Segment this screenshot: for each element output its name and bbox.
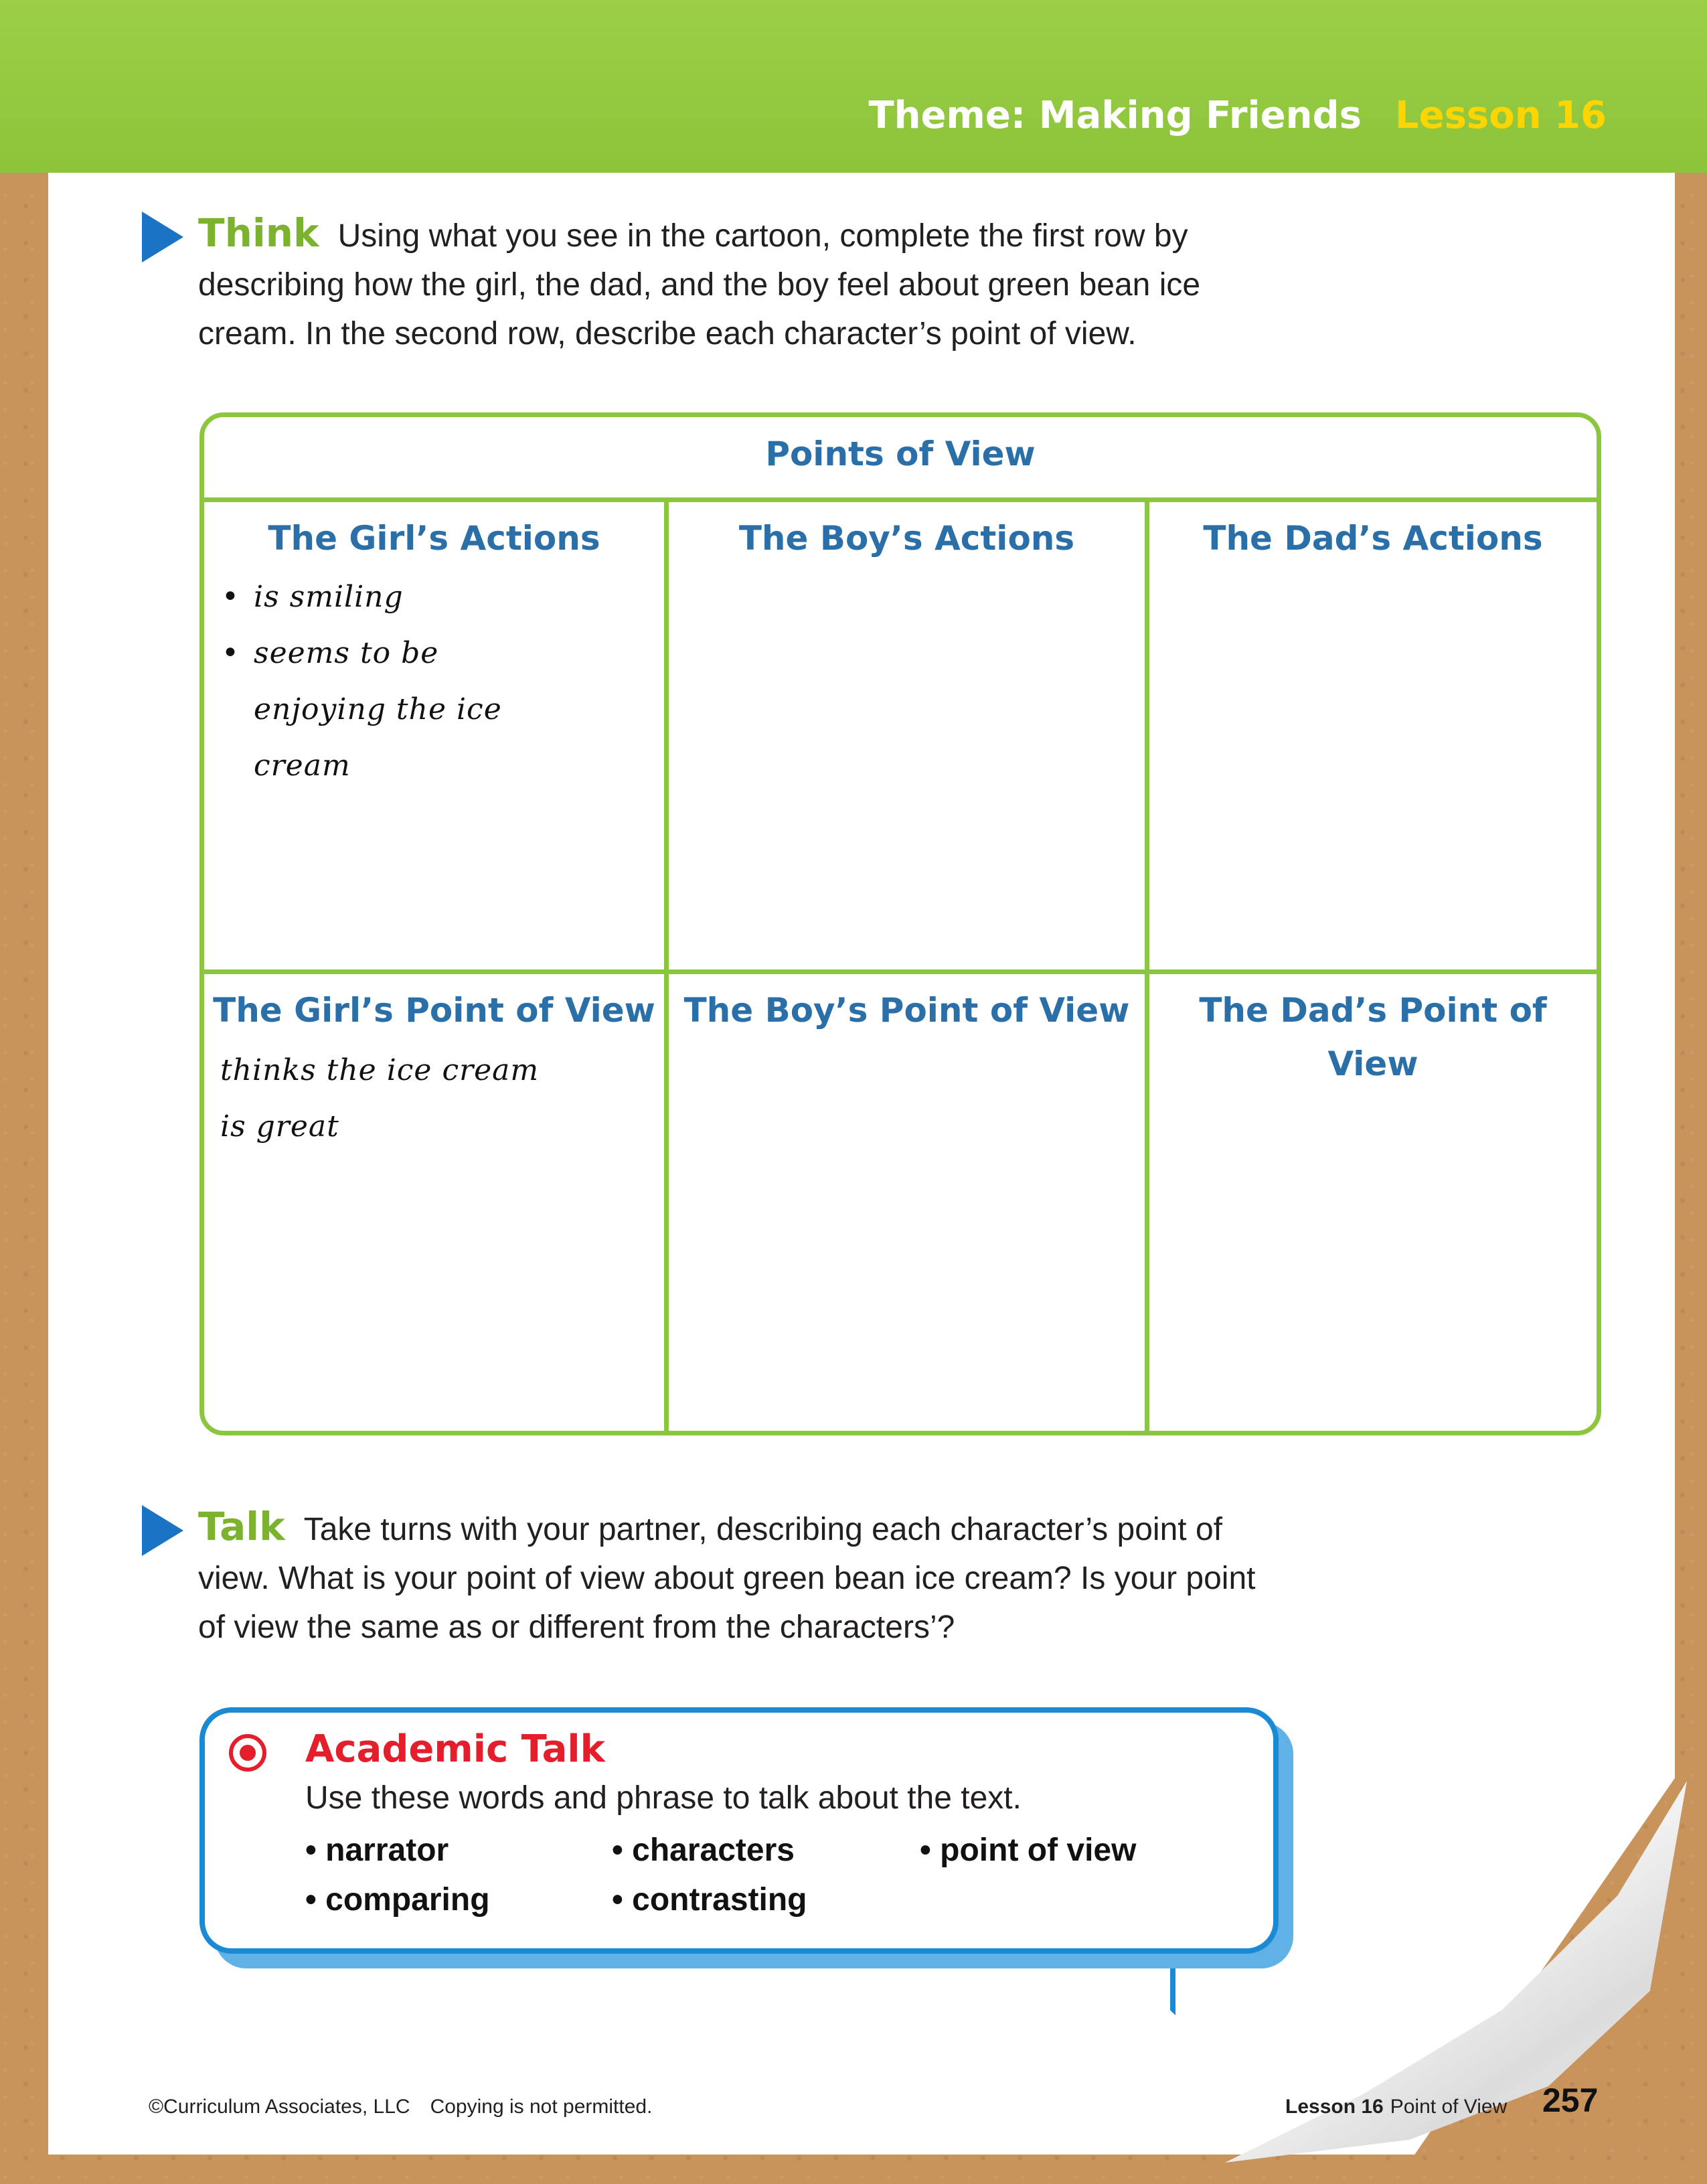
- think-label: Think: [198, 210, 319, 256]
- copy-notice: Copying is not permitted.: [430, 2096, 653, 2118]
- girl-pov-text: [220, 1042, 664, 1155]
- talk-label: Talk: [198, 1504, 285, 1549]
- girl-actions-continuation: [204, 682, 664, 794]
- think-instructions: [198, 209, 1336, 358]
- talk-arrow-icon: [142, 1505, 183, 1556]
- girl-pov-line: is great: [220, 1109, 339, 1144]
- boy-actions-heading: The Boy’s Actions: [738, 519, 1075, 558]
- lesson-label: Lesson 16: [1394, 94, 1607, 137]
- cell-boy-pov[interactable]: [669, 974, 1145, 1435]
- academic-talk-title: Academic Talk: [305, 1727, 605, 1771]
- list-item: • seems to be: [222, 625, 664, 682]
- vocab-word: • narrator: [305, 1832, 449, 1868]
- cell-dad-actions[interactable]: [1149, 502, 1597, 969]
- cell-girl-pov[interactable]: [204, 974, 664, 1435]
- talk-line-1: Take turns with your partner, describing each character’s point of: [303, 1512, 1222, 1547]
- girl-actions-heading: The Girl’s Actions: [268, 519, 600, 558]
- dad-actions-heading: The Dad’s Actions: [1203, 519, 1543, 558]
- header-title: [868, 94, 1607, 137]
- think-arrow-icon: [142, 212, 183, 262]
- page-number: 257: [1542, 2082, 1599, 2119]
- cell-dad-pov[interactable]: [1149, 974, 1597, 1435]
- header-banner: [0, 0, 1707, 173]
- chart-divider-2: [1145, 497, 1149, 1431]
- vocab-word: • point of view: [920, 1832, 1137, 1868]
- footer-lesson-number: Lesson 16: [1285, 2096, 1384, 2118]
- vocab-word: • characters: [612, 1832, 795, 1868]
- list-item-continuation: cream: [254, 749, 351, 783]
- target-icon: [229, 1734, 266, 1772]
- copyright-text: ©Curriculum Associates, LLC: [149, 2096, 410, 2118]
- footer-copyright: [149, 2096, 672, 2118]
- list-item: • is smiling: [222, 569, 664, 625]
- think-line-1: Using what you see in the cartoon, complete the first row by: [337, 218, 1188, 254]
- list-item-continuation: enjoying the ice: [254, 692, 502, 726]
- vocab-word: • comparing: [305, 1882, 490, 1918]
- theme-label: Theme: Making Friends: [868, 94, 1362, 137]
- footer-lesson: [1285, 2096, 1507, 2118]
- girl-actions-list: [204, 569, 664, 682]
- girl-pov-line: thinks the ice cream: [220, 1053, 540, 1087]
- boy-pov-heading: The Boy’s Point of View: [683, 991, 1130, 1030]
- academic-talk-box: [199, 1707, 1279, 1954]
- talk-line-3: of view the same as or different from the characters’?: [198, 1610, 955, 1645]
- chart-row-divider: [204, 969, 1597, 974]
- talk-instructions: [198, 1502, 1336, 1652]
- points-of-view-chart: [199, 412, 1601, 1435]
- cell-boy-actions[interactable]: [669, 502, 1145, 969]
- footer-topic: Point of View: [1390, 2096, 1508, 2118]
- think-line-3: cream. In the second row, describe each character’s point of view.: [198, 316, 1137, 352]
- dad-pov-heading: The Dad’s Point of View: [1199, 991, 1547, 1083]
- cell-girl-actions[interactable]: [204, 502, 664, 969]
- talk-line-2: view. What is your point of view about green bean ice cream? Is your point: [198, 1561, 1256, 1596]
- chart-title: Points of View: [204, 417, 1597, 502]
- academic-talk-description: Use these words and phrase to talk about the text.: [305, 1780, 1022, 1816]
- chart-divider-1: [664, 497, 669, 1431]
- think-line-2: describing how the girl, the dad, and the boy feel about green bean ice: [198, 267, 1201, 303]
- vocab-word: • contrasting: [612, 1882, 807, 1918]
- girl-pov-heading: The Girl’s Point of View: [213, 991, 655, 1030]
